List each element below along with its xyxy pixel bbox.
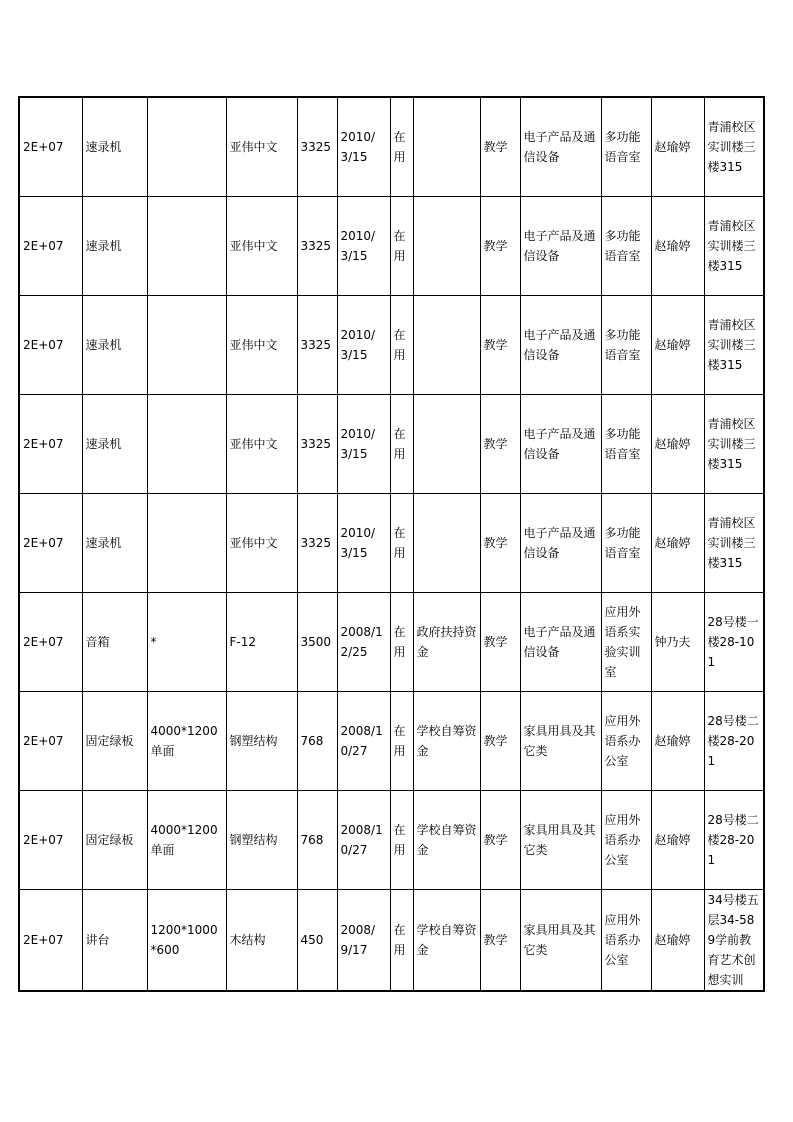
cell-price: 3325 — [297, 295, 337, 394]
table-row — [19, 493, 764, 592]
cell-usage: 教学 — [480, 691, 520, 790]
cell-funding-source — [413, 97, 480, 196]
cell-status: 在用 — [390, 691, 413, 790]
cell-custodian: 赵瑜婷 — [651, 97, 704, 196]
cell-funding-source: 学校自筹资金 — [413, 691, 480, 790]
cell-category: 电子产品及通信设备 — [520, 394, 601, 493]
cell-location: 青浦校区实训楼三楼315 — [704, 394, 764, 493]
cell-price: 768 — [297, 691, 337, 790]
cell-spec: 4000*1200单面 — [147, 691, 226, 790]
cell-status: 在用 — [390, 295, 413, 394]
cell-usage: 教学 — [480, 592, 520, 691]
cell-price: 450 — [297, 889, 337, 991]
cell-category: 电子产品及通信设备 — [520, 97, 601, 196]
cell-category: 家具用具及其它类 — [520, 889, 601, 991]
cell-usage: 教学 — [480, 295, 520, 394]
cell-location: 28号楼二楼28-201 — [704, 691, 764, 790]
cell-asset-name: 讲台 — [82, 889, 147, 991]
cell-location: 34号楼五层34-589学前教育艺术创想实训 — [704, 889, 764, 991]
cell-location: 青浦校区实训楼三楼315 — [704, 295, 764, 394]
cell-category: 电子产品及通信设备 — [520, 493, 601, 592]
table-row — [19, 196, 764, 295]
cell-custodian: 钟乃夫 — [651, 592, 704, 691]
cell-funding-source: 学校自筹资金 — [413, 889, 480, 991]
cell-asset-name: 速录机 — [82, 394, 147, 493]
cell-purchase-date: 2008/12/25 — [337, 592, 390, 691]
cell-department: 应用外语系实验实训室 — [601, 592, 651, 691]
cell-funding-source — [413, 295, 480, 394]
cell-price: 3325 — [297, 97, 337, 196]
cell-spec: 4000*1200单面 — [147, 790, 226, 889]
cell-category: 电子产品及通信设备 — [520, 295, 601, 394]
cell-usage: 教学 — [480, 493, 520, 592]
cell-purchase-date: 2010/3/15 — [337, 97, 390, 196]
cell-purchase-date: 2008/9/17 — [337, 889, 390, 991]
cell-funding-source — [413, 394, 480, 493]
cell-custodian: 赵瑜婷 — [651, 196, 704, 295]
cell-purchase-date: 2010/3/15 — [337, 394, 390, 493]
cell-spec — [147, 295, 226, 394]
cell-asset-code: 2E+07 — [19, 97, 82, 196]
cell-category: 电子产品及通信设备 — [520, 592, 601, 691]
cell-spec — [147, 97, 226, 196]
table-row — [19, 295, 764, 394]
cell-asset-code: 2E+07 — [19, 493, 82, 592]
cell-model: 亚伟中文 — [226, 394, 297, 493]
cell-category: 家具用具及其它类 — [520, 691, 601, 790]
asset-table — [18, 96, 765, 992]
cell-purchase-date: 2010/3/15 — [337, 196, 390, 295]
cell-spec — [147, 493, 226, 592]
cell-model: F-12 — [226, 592, 297, 691]
cell-custodian: 赵瑜婷 — [651, 790, 704, 889]
cell-model: 亚伟中文 — [226, 295, 297, 394]
cell-asset-name: 固定绿板 — [82, 691, 147, 790]
cell-status: 在用 — [390, 196, 413, 295]
cell-custodian: 赵瑜婷 — [651, 295, 704, 394]
table-row — [19, 790, 764, 889]
cell-custodian: 赵瑜婷 — [651, 493, 704, 592]
cell-asset-name: 固定绿板 — [82, 790, 147, 889]
cell-location: 28号楼二楼28-201 — [704, 790, 764, 889]
cell-spec — [147, 196, 226, 295]
cell-status: 在用 — [390, 97, 413, 196]
cell-purchase-date: 2010/3/15 — [337, 295, 390, 394]
cell-purchase-date: 2008/10/27 — [337, 790, 390, 889]
cell-spec: * — [147, 592, 226, 691]
cell-asset-name: 速录机 — [82, 493, 147, 592]
cell-asset-name: 速录机 — [82, 295, 147, 394]
cell-location: 青浦校区实训楼三楼315 — [704, 196, 764, 295]
cell-funding-source: 学校自筹资金 — [413, 790, 480, 889]
cell-model: 亚伟中文 — [226, 97, 297, 196]
cell-department: 多功能语音室 — [601, 394, 651, 493]
cell-usage: 教学 — [480, 889, 520, 991]
cell-location: 青浦校区实训楼三楼315 — [704, 493, 764, 592]
cell-status: 在用 — [390, 592, 413, 691]
cell-department: 应用外语系办公室 — [601, 691, 651, 790]
cell-department: 多功能语音室 — [601, 196, 651, 295]
table-row — [19, 97, 764, 196]
cell-price: 3500 — [297, 592, 337, 691]
cell-model: 亚伟中文 — [226, 196, 297, 295]
cell-department: 多功能语音室 — [601, 493, 651, 592]
cell-department: 多功能语音室 — [601, 295, 651, 394]
cell-department: 应用外语系办公室 — [601, 790, 651, 889]
cell-spec: 1200*1000*600 — [147, 889, 226, 991]
cell-model: 亚伟中文 — [226, 493, 297, 592]
cell-price: 3325 — [297, 196, 337, 295]
cell-status: 在用 — [390, 493, 413, 592]
cell-location: 青浦校区实训楼三楼315 — [704, 97, 764, 196]
cell-category: 家具用具及其它类 — [520, 790, 601, 889]
table-row — [19, 889, 764, 991]
cell-purchase-date: 2010/3/15 — [337, 493, 390, 592]
cell-custodian: 赵瑜婷 — [651, 394, 704, 493]
cell-asset-code: 2E+07 — [19, 790, 82, 889]
cell-model: 钢塑结构 — [226, 691, 297, 790]
cell-asset-code: 2E+07 — [19, 295, 82, 394]
cell-department: 多功能语音室 — [601, 97, 651, 196]
cell-department: 应用外语系办公室 — [601, 889, 651, 991]
cell-spec — [147, 394, 226, 493]
table-row — [19, 592, 764, 691]
cell-asset-code: 2E+07 — [19, 196, 82, 295]
cell-funding-source — [413, 493, 480, 592]
cell-purchase-date: 2008/10/27 — [337, 691, 390, 790]
cell-asset-code: 2E+07 — [19, 691, 82, 790]
cell-location: 28号楼一楼28-101 — [704, 592, 764, 691]
cell-asset-name: 速录机 — [82, 196, 147, 295]
cell-price: 3325 — [297, 493, 337, 592]
cell-price: 768 — [297, 790, 337, 889]
cell-funding-source — [413, 196, 480, 295]
cell-asset-code: 2E+07 — [19, 394, 82, 493]
cell-asset-name: 音箱 — [82, 592, 147, 691]
cell-status: 在用 — [390, 889, 413, 991]
cell-model: 木结构 — [226, 889, 297, 991]
cell-asset-code: 2E+07 — [19, 889, 82, 991]
cell-funding-source: 政府扶持资金 — [413, 592, 480, 691]
cell-category: 电子产品及通信设备 — [520, 196, 601, 295]
cell-asset-code: 2E+07 — [19, 592, 82, 691]
cell-model: 钢塑结构 — [226, 790, 297, 889]
cell-custodian: 赵瑜婷 — [651, 691, 704, 790]
table-row — [19, 691, 764, 790]
cell-asset-name: 速录机 — [82, 97, 147, 196]
cell-price: 3325 — [297, 394, 337, 493]
cell-usage: 教学 — [480, 196, 520, 295]
cell-usage: 教学 — [480, 97, 520, 196]
cell-custodian: 赵瑜婷 — [651, 889, 704, 991]
cell-usage: 教学 — [480, 790, 520, 889]
cell-usage: 教学 — [480, 394, 520, 493]
cell-status: 在用 — [390, 790, 413, 889]
table-body — [19, 97, 764, 991]
table-row — [19, 394, 764, 493]
cell-status: 在用 — [390, 394, 413, 493]
